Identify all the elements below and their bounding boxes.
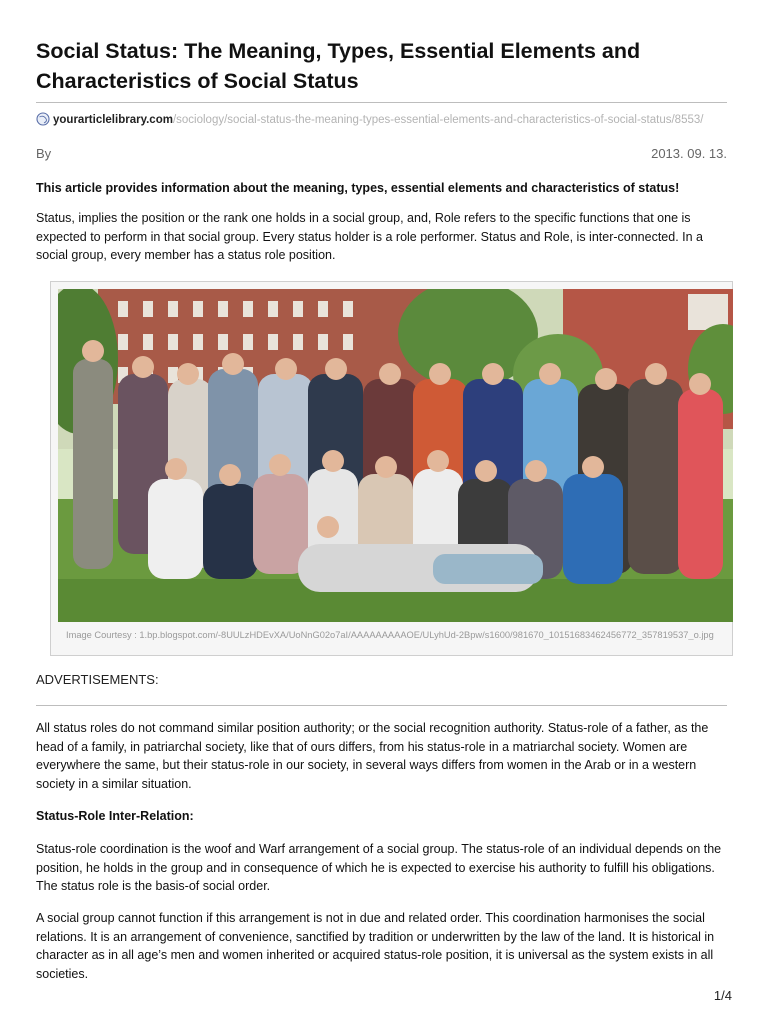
byline: By xyxy=(36,146,52,161)
ads-divider xyxy=(36,705,727,706)
article-figure xyxy=(50,281,733,656)
title-divider xyxy=(36,102,727,103)
coordination-paragraph: Status-role coordination is the woof and Warf arrangement of a social group. The status-role of an individual depends on the position, he holds in the group and in consequence of which he is expected to exercise his authority to fulfill his obligations. The status role is the basis-of social order. xyxy=(36,842,722,894)
section-heading: Status-Role Inter-Relation: xyxy=(36,809,194,823)
page-number: 1/4 xyxy=(713,988,732,1003)
source-domain[interactable]: yourarticlelibrary.com xyxy=(53,114,173,126)
globe-icon xyxy=(36,112,50,126)
source-path[interactable]: /sociology/social-status-the-meaning-types-essential-elements-and-characteristics-of-social-status/8553/ xyxy=(172,114,704,126)
article-title: Social Status: The Meaning, Types, Essential Elements and Characteristics of Social Status xyxy=(36,39,641,93)
authority-paragraph: All status roles do not command similar position authority; or the social recognition authority. Status-role of a father, as the head of a family, in patriarchal society, like that of ours differs, from his status-role in a matriarchal society. Women are everywhere the same, but their status-role in our society, in several ways differs from women in the Arab or in a western society in a similar situation. xyxy=(36,721,709,792)
group-photo xyxy=(58,289,733,622)
advertisements-label: ADVERTISEMENTS: xyxy=(36,672,159,687)
article-lead: This article provides information about the meaning, types, essential elements and characteristics of status! xyxy=(36,181,680,195)
source-url[interactable] xyxy=(36,112,736,130)
function-paragraph: A social group cannot function if this arrangement is not in due and related order. This coordination harmonises the social relations. It is an arrangement of convenience, sanctified by tradition or underwritten by the law of the land. It is historical in character as in all age’s men and women inherited or acquired status-role position, it is universal as the system exists in all societies. xyxy=(36,911,715,982)
intro-paragraph: Status, implies the position or the rank one holds in a social group, and, Role refers to the specific functions that one is expected to perform in that social group. Every status holder is a role performer. Status and Role, is inter-connected. In a social group, every member has a status role position. xyxy=(36,211,704,263)
image-caption: Image Courtesy : 1.bp.blogspot.com/-8UULzHDEvXA/UoNnG02o7aI/AAAAAAAAAOE/ULyhUd-2Bpw/s1600/981670_10151683462456772_357819537_o.jpg xyxy=(66,630,714,640)
publish-date: 2013. 09. 13. xyxy=(651,146,727,161)
